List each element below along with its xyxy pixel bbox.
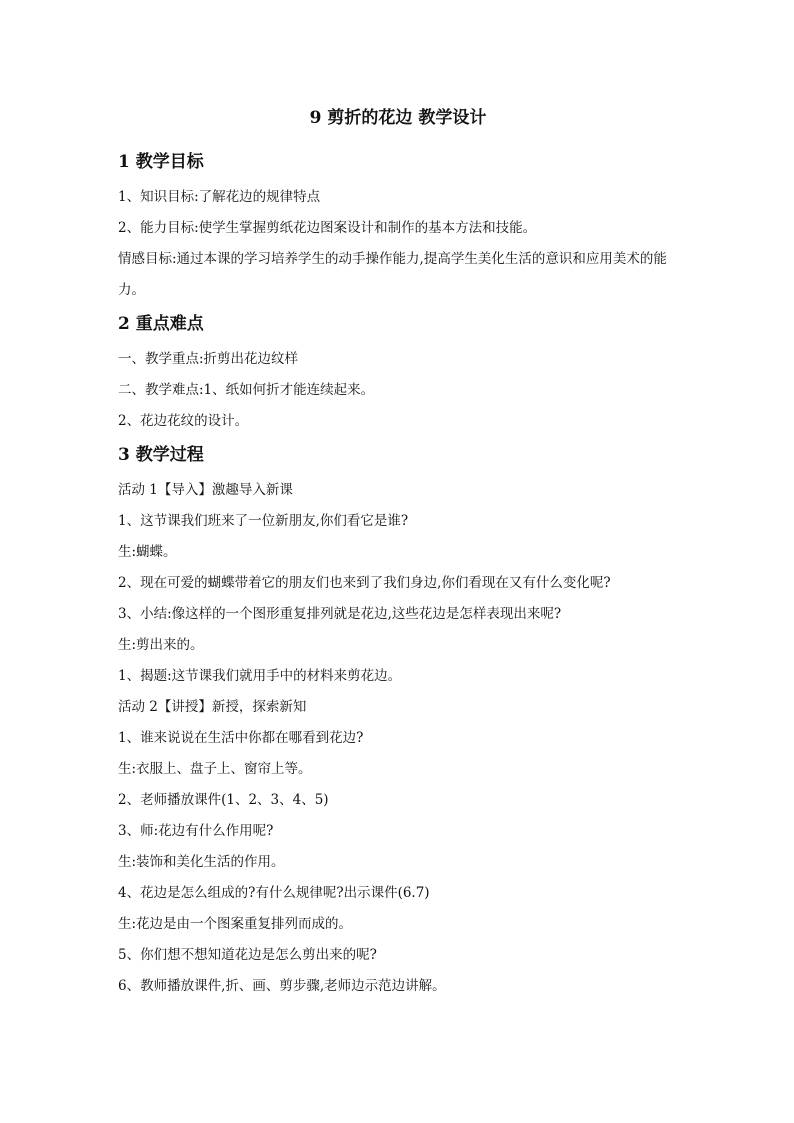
paragraph: 2、老师播放课件(1、2、3、4、5): [118, 792, 329, 808]
paragraph: 生:蝴蝶。: [118, 544, 177, 560]
paragraph: 4、花边是怎么组成的?有什么规律呢?出示课件(6.7): [118, 885, 430, 901]
document-title: 9 剪折的花边 教学设计: [309, 108, 487, 128]
section-objectives: [118, 144, 678, 306]
section-process: [118, 437, 678, 1002]
section-heading: 3 教学过程: [118, 445, 204, 465]
paragraph: 生:衣服上、盘子上、窗帘上等。: [118, 761, 312, 777]
paragraph: 2、花边花纹的设计。: [118, 413, 249, 429]
paragraph: 1、知识目标:了解花边的规律特点: [118, 189, 321, 205]
paragraph: 情感目标:通过本课的学习培养学生的动手操作能力,提高学生美化生活的意识和应用美术的能力。: [118, 251, 667, 298]
paragraph: 2、能力目标:使学生掌握剪纸花边图案设计和制作的基本方法和技能。: [118, 220, 537, 236]
paragraph: 1、谁来说说在生活中你都在哪看到花边?: [118, 730, 364, 746]
paragraph: 活动 2【讲授】新授，探索新知: [118, 699, 307, 715]
paragraph: 生:花边是由一个图案重复排列而成的。: [118, 916, 353, 932]
paragraph: 生:装饰和美化生活的作用。: [118, 854, 285, 870]
paragraph: 生:剪出来的。: [118, 637, 204, 653]
paragraph: 5、你们想不想知道花边是怎么剪出来的呢?: [118, 947, 377, 963]
paragraph: 二、教学难点:1、纸如何折才能连续起来。: [118, 382, 375, 398]
paragraph: 一、教学重点:折剪出花边纹样: [118, 351, 299, 367]
section-heading: 2 重点难点: [118, 314, 204, 334]
document-page: [118, 104, 678, 1002]
paragraph: 3、师:花边有什么作用呢?: [118, 823, 274, 839]
section-heading: 1 教学目标: [118, 152, 204, 172]
paragraph: 6、教师播放课件,折、画、剪步骤,老师边示范边讲解。: [118, 978, 446, 994]
paragraph: 2、现在可爱的蝴蝶带着它的朋友们也来到了我们身边,你们看现在又有什么变化呢?: [118, 575, 611, 591]
paragraph: 1、这节课我们班来了一位新朋友,你们看它是谁?: [118, 513, 409, 529]
paragraph: 1、揭题:这节课我们就用手中的材料来剪花边。: [118, 668, 402, 684]
paragraph: 3、小结:像这样的一个图形重复排列就是花边,这些花边是怎样表现出来呢?: [118, 606, 562, 622]
paragraph: 活动 1【导入】激趣导入新课: [118, 482, 293, 498]
section-key-points: [118, 306, 678, 437]
